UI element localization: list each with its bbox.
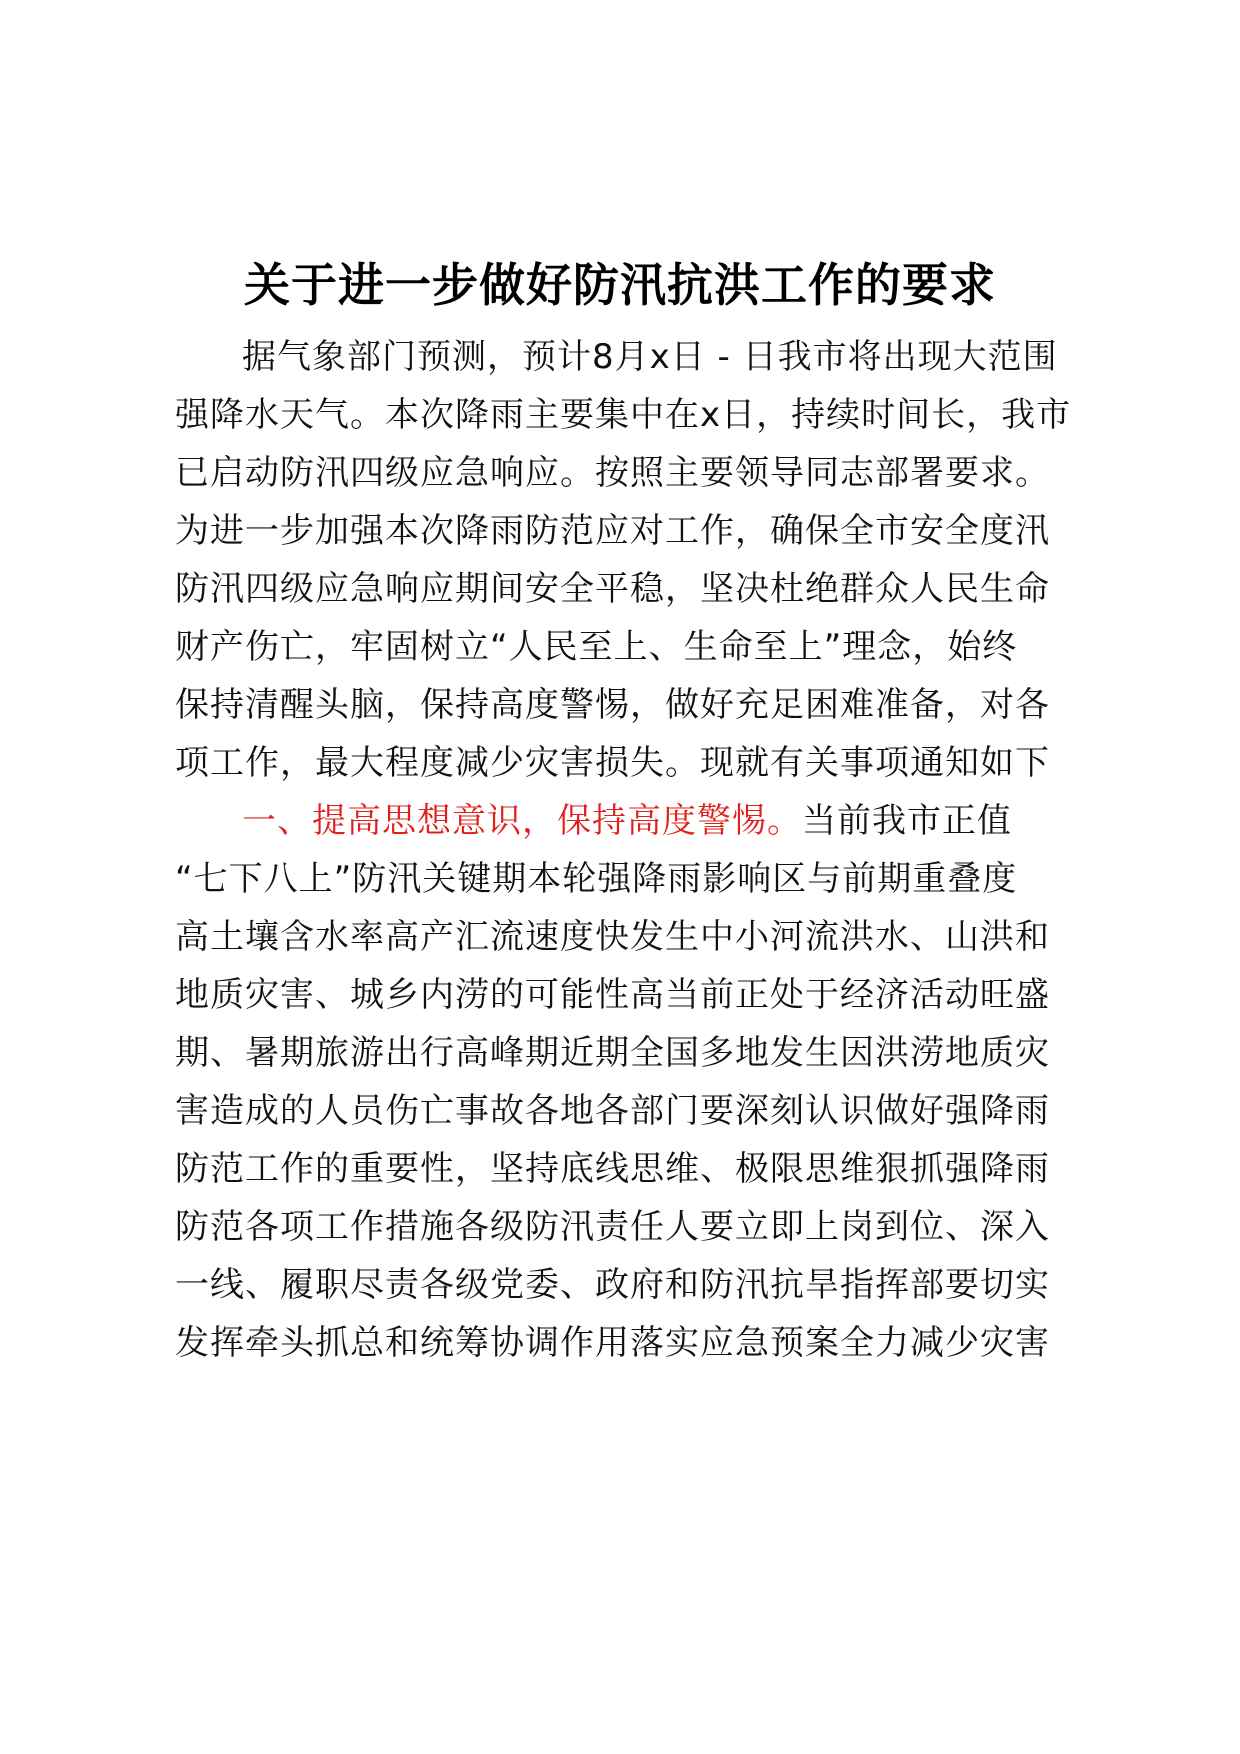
text-line: 保持清醒头脑，保持高度警惕，做好充足困难准备，对各: [175, 685, 1050, 725]
document-title: 关于进一步做好防汛抗洪工作的要求: [244, 258, 996, 312]
section-first-line-text: 当前我市正值: [802, 801, 1012, 841]
text-line: 为进一步加强本次降雨防范应对工作，确保全市安全度汛: [175, 511, 1050, 551]
text-line: 据气象部门预测，预计8月x日 - 日我市将出现大范围: [242, 337, 1058, 377]
text-line: 强降水天气。本次降雨主要集中在x日，持续时间长，我市: [175, 395, 1072, 435]
section-first-line: [242, 801, 1012, 841]
text-line: 害造成的人员伤亡事故各地各部门要深刻认识做好强降雨: [175, 1091, 1050, 1131]
section-heading: 一、提高思想意识，保持高度警惕。: [242, 801, 802, 841]
text-line: 一线、履职尽责各级党委、政府和防汛抗旱指挥部要切实: [175, 1265, 1050, 1305]
text-line: 地质灾害、城乡内涝的可能性高当前正处于经济活动旺盛: [175, 975, 1050, 1015]
text-line: 防范工作的重要性，坚持底线思维、极限思维狠抓强降雨: [175, 1149, 1050, 1189]
text-line: 高土壤含水率高产汇流速度快发生中小河流洪水、山洪和: [175, 917, 1050, 957]
text-line: 已启动防汛四级应急响应。按照主要领导同志部署要求。: [175, 453, 1050, 493]
text-line: 期、暑期旅游出行高峰期近期全国多地发生因洪涝地质灾: [175, 1033, 1050, 1073]
text-line: 防汛四级应急响应期间安全平稳，坚决杜绝群众人民生命: [175, 569, 1050, 609]
text-line: “七下八上”防汛关键期本轮强降雨影响区与前期重叠度: [175, 859, 1018, 899]
text-line: 财产伤亡，牢固树立“人民至上、生命至上”理念，始终: [175, 627, 1018, 667]
text-line: 项工作，最大程度减少灾害损失。现就有关事项通知如下: [175, 743, 1050, 783]
text-line: 防范各项工作措施各级防汛责任人要立即上岗到位、深入: [175, 1207, 1050, 1247]
text-line: 发挥牵头抓总和统筹协调作用落实应急预案全力减少灾害: [175, 1323, 1050, 1363]
